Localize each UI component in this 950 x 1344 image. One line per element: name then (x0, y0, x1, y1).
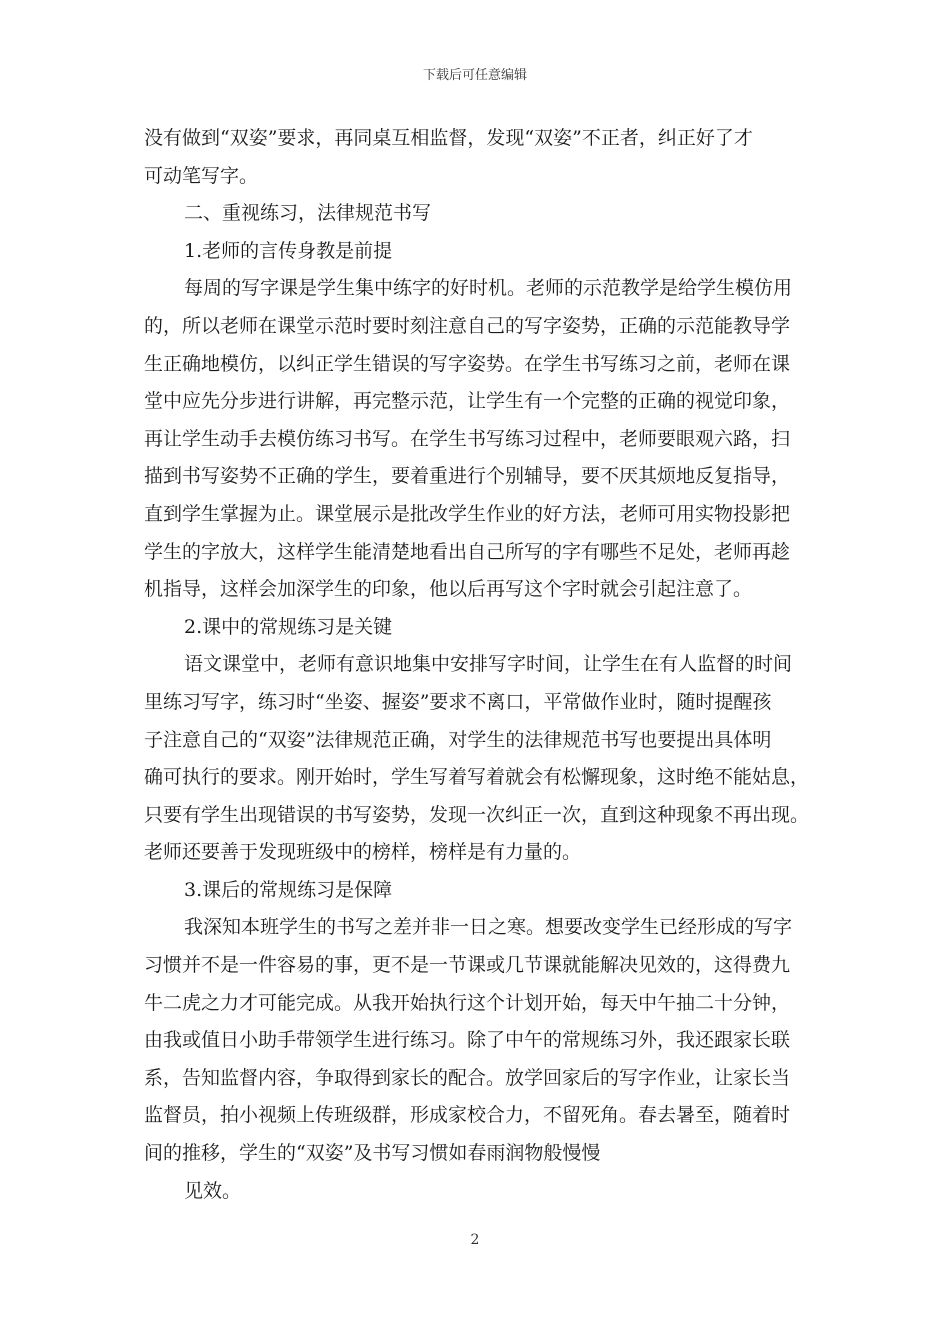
text-line: 我深知本班学生的书写之差并非一日之寒。想要改变学生已经形成的写字 (184, 916, 793, 939)
text-line: 牛二虎之力才可能完成。从我开始执行这个计划开始，每天中午抽二十分钟， (144, 991, 791, 1014)
text-line: 生正确地模仿，以纠正学生错误的写字姿势。在学生书写练习之前，老师在课 (144, 352, 791, 375)
text-line: 由我或值日小助手带领学生进行练习。除了中午的常规练习外，我还跟家长联 (144, 1029, 791, 1052)
text-line: 描到书写姿势不正确的学生，要着重进行个别辅导，要不厌其烦地反复指导， (144, 465, 791, 488)
text-line: 学生的字放大，这样学生能清楚地看出自己所写的字有哪些不足处，老师再趁 (144, 540, 791, 563)
text-line: 只要有学生出现错误的书写姿势，发现一次纠正一次，直到这种现象不再出现。 (144, 803, 810, 826)
text-line: 里练习写字，练习时“坐姿、握姿”要求不离口，平常做作业时，随时提醒孩 (144, 690, 772, 713)
subsection-heading: 1.老师的言传身教是前提 (184, 239, 393, 262)
text-line: 习惯并不是一件容易的事，更不是一节课或几节课就能解决见效的，这得费九 (144, 954, 791, 977)
subsection-heading: 3.课后的常规练习是保障 (184, 878, 393, 901)
text-line: 堂中应先分步进行讲解，再完整示范，让学生有一个完整的正确的视觉印象， (144, 390, 791, 413)
text-line: 再让学生动手去模仿练习书写。在学生书写练习过程中，老师要眼观六路，扫 (144, 427, 791, 450)
page-header: 下载后可任意编辑 (422, 68, 527, 83)
text-line: 子注意自己的“双姿”法律规范正确，对学生的法律规范书写也要提出具体明 (144, 728, 772, 751)
text-line: 老师还要善于发现班级中的榜样，榜样是有力量的。 (144, 841, 582, 864)
text-line: 间的推移，学生的“双姿”及书写习惯如春雨润物般慢慢 (144, 1142, 601, 1165)
text-line: 的，所以老师在课堂示范时要时刻注意自己的写字姿势，正确的示范能教导学 (144, 314, 791, 337)
text-line: 语文课堂中，老师有意识地集中安排写字时间，让学生在有人监督的时间 (184, 653, 793, 676)
text-line: 每周的写字课是学生集中练字的好时机。老师的示范教学是给学生模仿用 (184, 277, 793, 300)
text-line: 系，告知监督内容，争取得到家长的配合。放学回家后的写字作业，让家长当 (144, 1066, 791, 1089)
text-line: 监督员，拍小视频上传班级群，形成家校合力，不留死角。春去暑至，随着时 (144, 1104, 791, 1127)
text-line: 没有做到“双姿”要求，再同桌互相监督，发现“双姿”不正者，纠正好了才 (144, 127, 753, 149)
page-number: 2 (470, 1232, 480, 1248)
text-line: 确可执行的要求。刚开始时，学生写着写着就会有松懈现象，这时绝不能姑息， (144, 766, 810, 789)
subsection-heading: 2.课中的常规练习是关键 (184, 615, 393, 638)
text-line: 直到学生掌握为止。课堂展示是批改学生作业的好方法，老师可用实物投影把 (144, 502, 791, 525)
section-heading: 二、重视练习，法律规范书写 (184, 202, 432, 225)
text-line: 可动笔写字。 (144, 164, 259, 187)
text-line: 机指导，这样会加深学生的印象，他以后再写这个字时就会引起注意了。 (144, 578, 753, 601)
text-line: 见效。 (184, 1179, 242, 1202)
document-body (144, 120, 824, 1210)
